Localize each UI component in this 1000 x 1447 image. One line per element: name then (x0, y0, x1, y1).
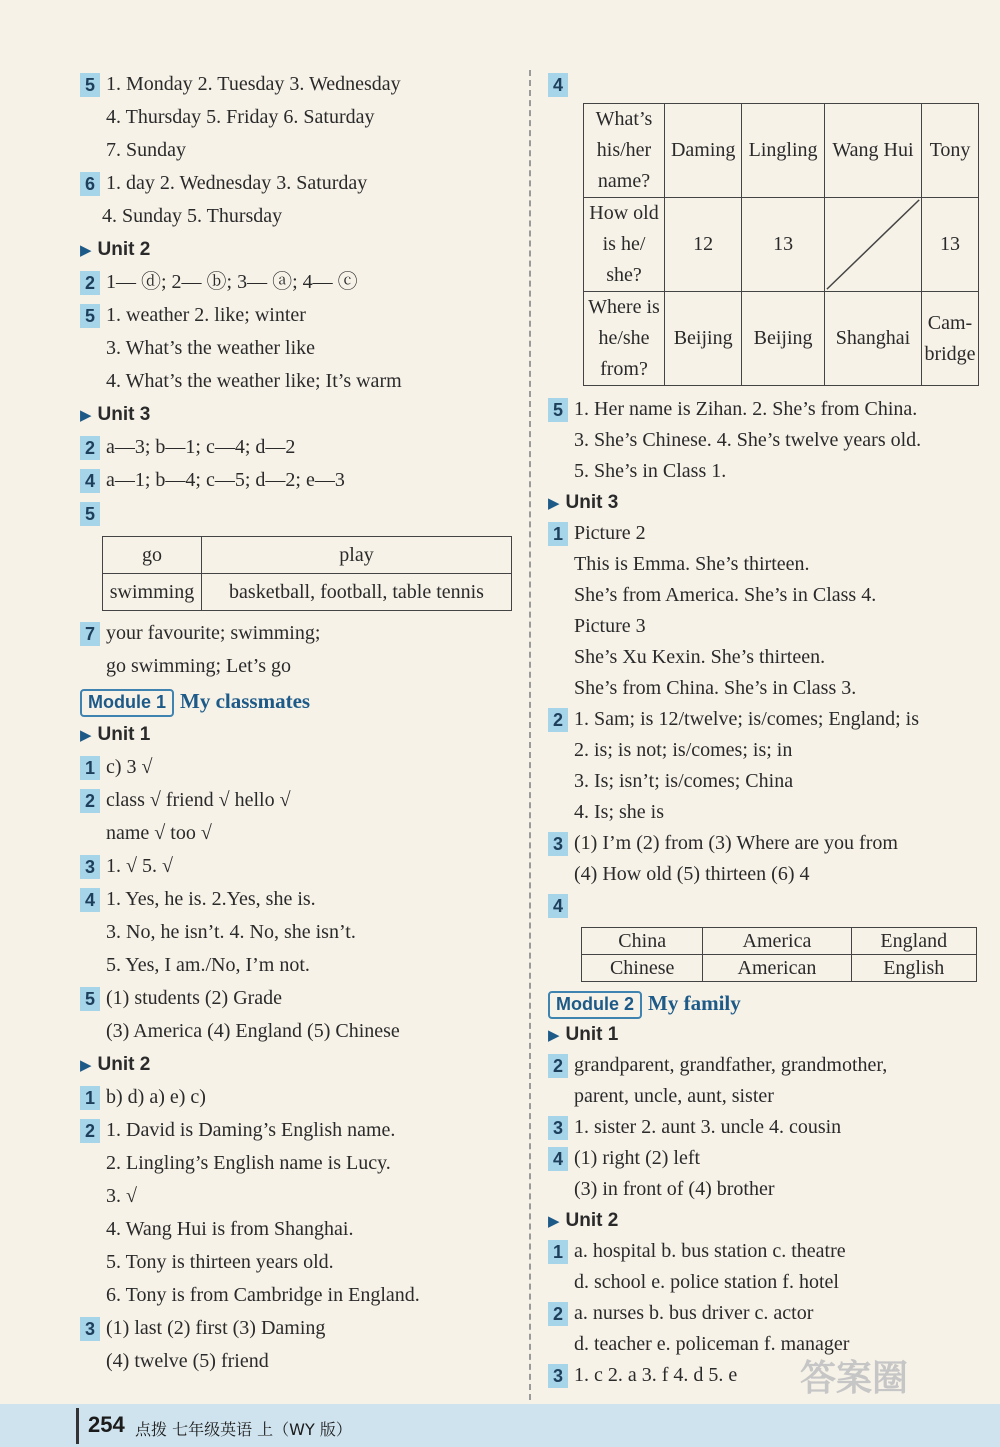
module-heading: Module 2 My family (548, 988, 988, 1019)
module-badge: Module 2 (548, 991, 642, 1019)
answer-line: 5 (1) students (2) Grade (80, 982, 520, 1015)
answer-line: She’s Xu Kexin. She’s thirteen. (574, 646, 826, 668)
answer-line: 2. is; is not; is/comes; is; in (574, 739, 793, 761)
answer-line: 2 a. nurses b. bus driver c. actor (548, 1298, 988, 1329)
answer-line: 4. What’s the weather like; It’s warm (106, 370, 402, 392)
table-cell: go (103, 537, 202, 574)
table-cell: How old is he/ she? (584, 198, 665, 292)
left-column (80, 68, 520, 1378)
answer-line (80, 497, 520, 530)
question-number: 1 (80, 1086, 100, 1110)
answer-line: 4 a—1; b—4; c—5; d—2; e—3 (80, 464, 520, 497)
table-cell: basketball, football, table tennis (202, 574, 512, 611)
question-number: 5 (80, 304, 100, 328)
module-badge: Module 1 (80, 689, 174, 717)
table-cell: Wang Hui (824, 104, 921, 198)
answer-line: 3 1. √ 5. √ (80, 850, 520, 883)
question-number: 5 (80, 502, 100, 526)
answer-line: 4. Sunday 5. Thursday (102, 205, 283, 227)
table-cell: English (851, 955, 977, 982)
answer-line: name √ too √ (106, 822, 212, 844)
answer-line: (4) twelve (5) friend (106, 1350, 269, 1372)
table-cell: Beijing (665, 292, 742, 386)
triangle-icon: ▶ (548, 1214, 560, 1230)
answer-line: 3. No, he isn’t. 4. No, she isn’t. (106, 921, 356, 943)
question-number: 2 (80, 271, 100, 295)
answer-line: She’s from America. She’s in Class 4. (574, 584, 877, 606)
question-number: 4 (80, 888, 100, 912)
question-number: 4 (80, 469, 100, 493)
book-title: 点拨 七年级英语 上（WY 版） (135, 1420, 352, 1439)
table-cell: Where is he/she from? (584, 292, 665, 386)
question-number: 2 (80, 1119, 100, 1143)
answer-line: go swimming; Let’s go (106, 655, 291, 677)
triangle-icon: ▶ (80, 1058, 92, 1074)
question-number: 2 (80, 436, 100, 460)
answer-line: 3 1. sister 2. aunt 3. uncle 4. cousin (548, 1112, 988, 1143)
question-number: 1 (80, 756, 100, 780)
answer-line: 4. Thursday 5. Friday 6. Saturday (106, 106, 375, 128)
table-cell: American (703, 955, 851, 982)
unit-heading: ▶ Unit 1 (80, 724, 151, 745)
question-number: 1 (548, 522, 568, 546)
unit-heading: ▶ Unit 2 (80, 1054, 151, 1075)
answer-line: 3. Is; isn’t; is/comes; China (574, 770, 794, 792)
table-cell: America (703, 928, 851, 955)
answer-line: 5 1. weather 2. like; winter (80, 299, 520, 332)
table-cell: What’s his/her name? (584, 104, 665, 198)
answer-line (548, 890, 988, 921)
answer-line: d. school e. police station f. hotel (574, 1271, 839, 1293)
triangle-icon: ▶ (80, 728, 92, 744)
triangle-icon: ▶ (80, 408, 92, 424)
module-heading: Module 1 My classmates (80, 685, 520, 718)
answer-line: (3) America (4) England (5) Chinese (106, 1020, 400, 1042)
question-number: 6 (80, 172, 100, 196)
table-cell: play (202, 537, 512, 574)
question-number: 2 (548, 1302, 568, 1326)
answer-line: 2 1. David is Daming’s English name. (80, 1114, 520, 1147)
question-number: 3 (548, 1116, 568, 1140)
answer-line: (4) How old (5) thirteen (6) 4 (574, 863, 810, 885)
answer-line: 2 1. Sam; is 12/twelve; is/comes; England; is (548, 704, 988, 735)
answer-line: 1 b) d) a) e) c) (80, 1081, 520, 1114)
answer-line: 1 a. hospital b. bus station c. theatre (548, 1236, 988, 1267)
answer-line: 3. √ (106, 1185, 137, 1207)
answer-line: 4. Wang Hui is from Shanghai. (106, 1218, 354, 1240)
answer-line: 5. Tony is thirteen years old. (106, 1251, 334, 1273)
table-cell: swimming (103, 574, 202, 611)
unit-heading: ▶ Unit 2 (548, 1210, 619, 1231)
answer-line: 6. Tony is from Cambridge in England. (106, 1284, 420, 1306)
answer-line: 5 1. Her name is Zihan. 2. She’s from China. (548, 394, 988, 425)
unit-heading: ▶ Unit 3 (80, 404, 151, 425)
answer-line: 1 Picture 2 (548, 518, 988, 549)
table-cell: Cam- bridge (922, 292, 979, 386)
page-footer (0, 1404, 1000, 1447)
question-number: 3 (548, 1364, 568, 1388)
answer-line: 2 class √ friend √ hello √ (80, 784, 520, 817)
column-divider (529, 70, 531, 1410)
answer-line: 7 your favourite; swimming; (80, 617, 520, 650)
answer-line: 1 c) 3 √ (80, 751, 520, 784)
table-cell: 12 (665, 198, 742, 292)
question-number: 2 (548, 1054, 568, 1078)
answer-line (548, 68, 988, 101)
answer-line: 4. Is; she is (574, 801, 664, 823)
go-play-table (102, 536, 512, 611)
table-cell: 13 (742, 198, 825, 292)
table-cell: 13 (922, 198, 979, 292)
triangle-icon: ▶ (548, 1028, 560, 1044)
answer-line: 2 1— ⓓ; 2— ⓑ; 3— ⓐ; 4— ⓒ (80, 266, 520, 299)
footer-divider (76, 1408, 79, 1444)
page-number: 254 (88, 1412, 125, 1437)
unit-heading: ▶ Unit 3 (548, 492, 619, 513)
answer-line: 4 1. Yes, he is. 2.Yes, she is. (80, 883, 520, 916)
table-cell: Daming (665, 104, 742, 198)
answer-line: 3 (1) I’m (2) from (3) Where are you from (548, 828, 988, 859)
answer-line: 5 1. Monday 2. Tuesday 3. Wednesday (80, 68, 520, 101)
answer-line: (3) in front of (4) brother (574, 1178, 775, 1200)
triangle-icon: ▶ (548, 496, 560, 512)
question-number: 3 (80, 1317, 100, 1341)
answer-line: 4 (1) right (2) left (548, 1143, 988, 1174)
question-number: 4 (548, 894, 568, 918)
table-cell: Tony (922, 104, 979, 198)
question-number: 3 (548, 832, 568, 856)
answer-line: 3. She’s Chinese. 4. She’s twelve years old. (574, 429, 922, 451)
question-number: 5 (548, 398, 568, 422)
answer-line: 7. Sunday (106, 139, 186, 161)
table-cell: China (582, 928, 703, 955)
question-number: 7 (80, 622, 100, 646)
answer-line: 2 a—3; b—1; c—4; d—2 (80, 431, 520, 464)
answer-line: d. teacher e. policeman f. manager (574, 1333, 850, 1355)
question-number: 5 (80, 73, 100, 97)
table-cell: England (851, 928, 977, 955)
table-cell: Lingling (742, 104, 825, 198)
unit-heading: ▶ Unit 1 (548, 1024, 619, 1045)
right-column (548, 68, 988, 1391)
question-number: 2 (80, 789, 100, 813)
answer-line: 3 1. c 2. a 3. f 4. d 5. e (548, 1360, 988, 1391)
answer-line: 3 (1) last (2) first (3) Daming (80, 1312, 520, 1345)
question-number: 2 (548, 708, 568, 732)
answer-line: 5. Yes, I am./No, I’m not. (106, 954, 310, 976)
personal-info-table (583, 103, 979, 386)
answer-line: She’s from China. She’s in Class 3. (574, 677, 857, 699)
answer-line: This is Emma. She’s thirteen. (574, 553, 810, 575)
table-cell: Shanghai (824, 292, 921, 386)
answer-line: 3. What’s the weather like (106, 337, 316, 359)
nationality-table (581, 927, 977, 982)
table-cell: Beijing (742, 292, 825, 386)
question-number: 1 (548, 1240, 568, 1264)
answer-line: 2. Lingling’s English name is Lucy. (106, 1152, 391, 1174)
question-number: 4 (548, 1147, 568, 1171)
question-number: 5 (80, 987, 100, 1011)
table-cell: Chinese (582, 955, 703, 982)
answer-line: 6 1. day 2. Wednesday 3. Saturday (80, 167, 520, 200)
watermark-logo: 答案圈 (800, 1358, 909, 1399)
answer-line: parent, uncle, aunt, sister (574, 1085, 774, 1107)
answer-line: 2 grandparent, grandfather, grandmother, (548, 1050, 988, 1081)
empty-slash-cell (824, 198, 921, 292)
answer-line: Picture 3 (574, 615, 646, 637)
question-number: 4 (548, 73, 568, 97)
unit-heading: ▶ Unit 2 (80, 239, 151, 260)
question-number: 3 (80, 855, 100, 879)
answer-line: 5. She’s in Class 1. (574, 460, 727, 482)
triangle-icon: ▶ (80, 243, 92, 259)
